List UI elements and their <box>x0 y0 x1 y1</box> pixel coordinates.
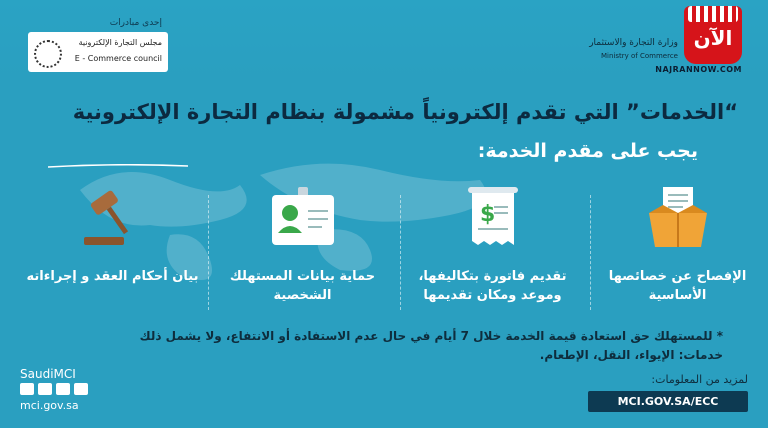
invoice-receipt-icon <box>458 185 528 249</box>
more-info-label: لمزيد من المعلومات: <box>651 373 748 386</box>
ministry-name-en: Ministry of Commerce <box>601 52 678 60</box>
requirement-label-invoice <box>404 267 581 305</box>
social-footer <box>20 367 88 412</box>
twitter-icon[interactable] <box>20 383 34 395</box>
instagram-icon[interactable] <box>56 383 70 395</box>
ecc-logo <box>22 18 172 74</box>
label-line-1: الإفصاح عن خصائصها <box>608 269 747 284</box>
label-line-2: الأساسية <box>648 288 707 303</box>
ecc-initiative-label: إحدى مبادرات <box>109 18 162 28</box>
requirement-label-contract <box>24 267 201 286</box>
ministry-name-ar: وزارة التجارة والاستثمار <box>589 38 678 48</box>
column-divider <box>590 195 592 310</box>
seal-text: الآن <box>693 26 733 50</box>
social-icons <box>20 383 88 395</box>
column-divider <box>208 195 210 310</box>
ecc-emblem-icon <box>34 40 62 68</box>
requirement-label-disclosure <box>589 267 766 305</box>
website-link[interactable]: mci.gov.sa <box>20 399 79 412</box>
gavel-icon <box>78 185 148 249</box>
info-url-link[interactable]: MCI.GOV.SA/ECC <box>588 391 748 412</box>
label-line-2: الشخصية <box>273 288 332 303</box>
news-seal-logo <box>684 6 742 64</box>
facebook-icon[interactable] <box>38 383 52 395</box>
subtitle-swoosh-icon <box>48 164 188 168</box>
column-divider <box>400 195 402 310</box>
label-line-1: بيان أحكام العقد و إجراءاته <box>26 269 199 284</box>
ministry-logo <box>586 2 756 74</box>
requirement-item-contract <box>20 185 205 320</box>
id-card-icon <box>268 185 338 249</box>
svg-text:$: $ <box>479 202 495 227</box>
seal-pattern <box>688 6 738 22</box>
youtube-icon[interactable] <box>74 383 88 395</box>
requirement-item-disclosure <box>585 185 768 320</box>
open-box-icon <box>643 185 713 249</box>
label-line-2: وموعد ومكان تقديمها <box>423 288 562 303</box>
page-title: “الخدمات” التي تقدم إلكترونياً مشمولة بنظام التجارة الإلكترونية <box>72 100 738 124</box>
more-info-footer <box>588 373 748 412</box>
consumer-rights-note: * للمستهلك حق استعادة قيمة الخدمة خلال 7 أيام في حال عدم الاستفادة أو الانتفاع، ولا يشمل ذلك خدمات: الإيواء، النقل، الإطعام. <box>139 329 723 362</box>
ecc-name-ar: مجلس التجارة الإلكترونية <box>78 38 162 47</box>
ecc-logo-box <box>28 32 168 72</box>
requirement-item-privacy <box>210 185 395 320</box>
news-site-label: NAJRANNOW.COM <box>655 65 742 74</box>
label-line-1: تقديم فاتورة بتكاليفها، <box>418 269 567 284</box>
ecc-name-en: E - Commerce council <box>74 54 162 63</box>
social-handle[interactable]: SaudiMCI <box>20 367 76 381</box>
requirement-item-invoice <box>400 185 585 320</box>
subtitle: يجب على مقدم الخدمة: <box>477 140 698 162</box>
label-line-1: حماية بيانات المستهلك <box>229 269 376 284</box>
requirement-label-privacy <box>214 267 391 305</box>
